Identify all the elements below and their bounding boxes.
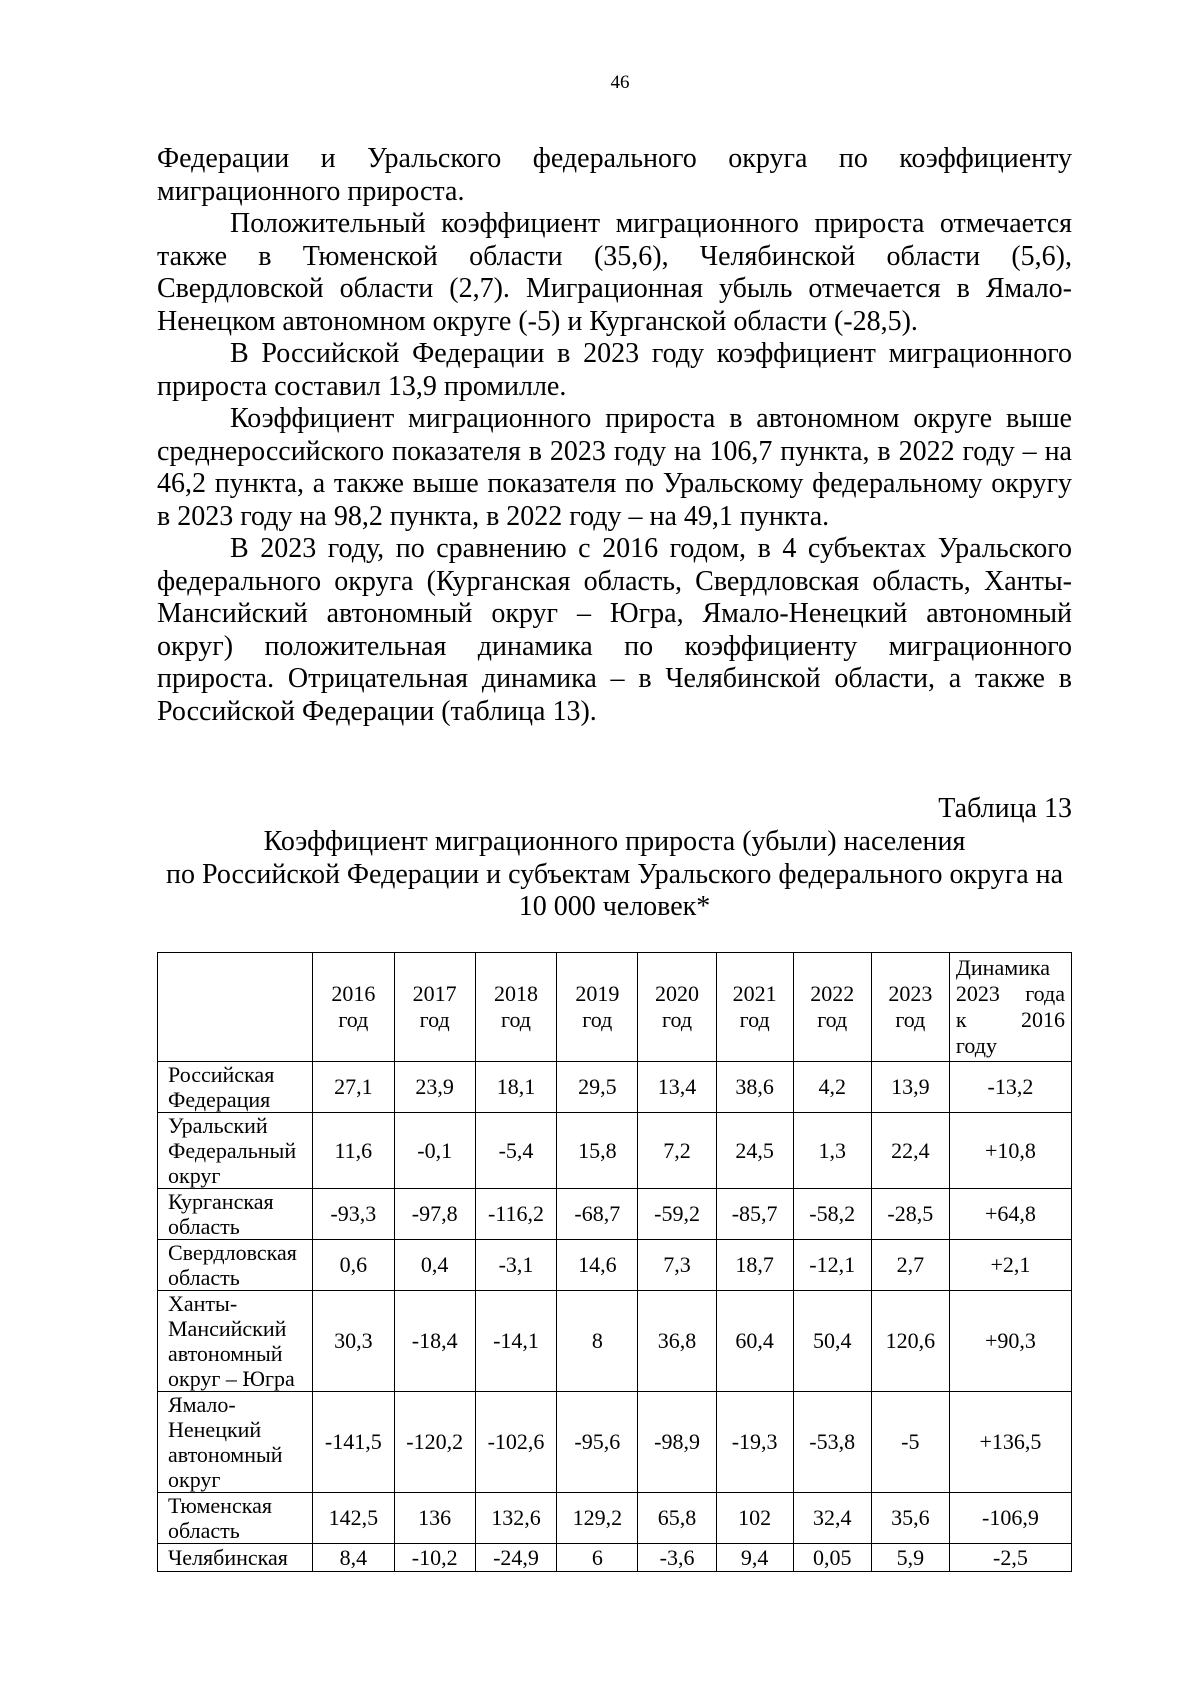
region-name-cell (158, 1493, 313, 1544)
region-name-line: округ – Югра (168, 1366, 295, 1391)
value-cell: -97,8 (394, 1189, 475, 1240)
paragraph: Положительный коэффициент миграционного прироста отмечается также в Тюменской области (35,6), Челябинской области (5,6), Свердловской области (2,7). Миграционная убыль отмечается в Ямало-Ненецком автономном округе (-5) и Курганской области (-28,5). (157, 208, 1072, 337)
dynamics-cell: +90,3 (949, 1291, 1071, 1392)
value-cell: 0,6 (313, 1240, 394, 1291)
region-name-line: округ (168, 1163, 221, 1188)
dynamics-header-line: году (955, 1033, 997, 1058)
value-cell: 30,3 (313, 1291, 394, 1392)
header-empty-cell (158, 953, 313, 1062)
value-cell: 9,4 (716, 1544, 793, 1572)
value-cell: 1,3 (793, 1113, 871, 1189)
year-unit: год (582, 1007, 613, 1032)
value-cell: 14,6 (557, 1240, 638, 1291)
value-cell: -0,1 (394, 1113, 475, 1189)
table-body (158, 1062, 1072, 1572)
value-cell: 35,6 (871, 1493, 949, 1544)
year-unit: год (739, 1007, 770, 1032)
value-cell: 29,5 (557, 1062, 638, 1113)
value-cell: -18,4 (394, 1291, 475, 1392)
region-name-line: область (168, 1214, 240, 1239)
region-name-line: округ (168, 1467, 221, 1492)
value-cell: 27,1 (313, 1062, 394, 1113)
paragraph: В Российской Федерации в 2023 году коэффициент миграционного прироста составил 13,9 промилле. (157, 338, 1072, 402)
region-name-line: Свердловская (168, 1240, 297, 1265)
table-title-line: 10 000 человек* (518, 891, 711, 922)
paragraph: В 2023 году, по сравнению с 2016 годом, в 4 субъектах Уральского федерального округа (Курганская область, Свердловская область, Ханты-Мансийский автономный округ – Югра, Ямало-Ненецкий автономный округ) положительная динамика по коэффициенту миграционного прироста. Отрицательная динамика – в Челябинской области, а также в Российской Федерации (таблица 13). (157, 533, 1072, 727)
dynamics-cell: +10,8 (949, 1113, 1071, 1189)
value-cell: 23,9 (394, 1062, 475, 1113)
value-cell: 7,3 (638, 1240, 716, 1291)
year-label: 2016 (331, 981, 376, 1006)
region-name-cell (158, 1113, 313, 1189)
value-cell: -68,7 (557, 1189, 638, 1240)
value-cell: 142,5 (313, 1493, 394, 1544)
value-cell: 38,6 (716, 1062, 793, 1113)
value-cell: 120,6 (871, 1291, 949, 1392)
table-row (158, 1392, 1072, 1493)
year-label: 2017 (412, 981, 457, 1006)
table-title (157, 826, 1072, 924)
year-header (557, 953, 638, 1062)
value-cell: 4,2 (793, 1062, 871, 1113)
table-title-line: по Российской Федерации и субъектам Уральского федерального округа на (165, 858, 1064, 890)
year-header (313, 953, 394, 1062)
value-cell: -120,2 (394, 1392, 475, 1493)
year-label: 2021 (732, 981, 777, 1006)
dynamics-cell: -2,5 (949, 1544, 1071, 1572)
value-cell: 24,5 (716, 1113, 793, 1189)
value-cell: 0,05 (793, 1544, 871, 1572)
table-row (158, 1493, 1072, 1544)
region-name-line: Ханты- (168, 1291, 238, 1316)
value-cell: -3,6 (638, 1544, 716, 1572)
value-cell: 8 (557, 1291, 638, 1392)
value-cell: 18,1 (475, 1062, 556, 1113)
value-cell: -5,4 (475, 1113, 556, 1189)
year-header (475, 953, 556, 1062)
year-label: 2019 (575, 981, 620, 1006)
region-name-line: область (168, 1518, 240, 1543)
value-cell: -28,5 (871, 1189, 949, 1240)
region-name-line: Уральский (168, 1113, 268, 1138)
table-row (158, 1240, 1072, 1291)
value-cell: 132,6 (475, 1493, 556, 1544)
dynamics-header-line: 2023 года (955, 981, 1065, 1006)
value-cell: -24,9 (475, 1544, 556, 1572)
dynamics-cell: +2,1 (949, 1240, 1071, 1291)
year-header (394, 953, 475, 1062)
value-cell: 136 (394, 1493, 475, 1544)
value-cell: 60,4 (716, 1291, 793, 1392)
dynamics-cell: +64,8 (949, 1189, 1071, 1240)
value-cell: -12,1 (793, 1240, 871, 1291)
value-cell: 102 (716, 1493, 793, 1544)
value-cell: 0,4 (394, 1240, 475, 1291)
value-cell: 13,9 (871, 1062, 949, 1113)
year-label: 2018 (493, 981, 538, 1006)
dynamics-cell: +136,5 (949, 1392, 1071, 1493)
value-cell: 11,6 (313, 1113, 394, 1189)
value-cell: -5 (871, 1392, 949, 1493)
year-unit: год (895, 1007, 926, 1032)
table-row (158, 1291, 1072, 1392)
year-unit: год (419, 1007, 450, 1032)
value-cell: 5,9 (871, 1544, 949, 1572)
value-cell: 6 (557, 1544, 638, 1572)
value-cell: -10,2 (394, 1544, 475, 1572)
value-cell: -58,2 (793, 1189, 871, 1240)
paragraph: Федерации и Уральского федерального округа по коэффициенту миграционного прироста. (157, 143, 1072, 207)
year-header (716, 953, 793, 1062)
year-unit: год (500, 1007, 532, 1032)
value-cell: -85,7 (716, 1189, 793, 1240)
value-cell: -93,3 (313, 1189, 394, 1240)
paragraph: Коэффициент миграционного прироста в автономном округе выше среднероссийского показателя в 2023 году на 106,7 пункта, в 2022 году – на 46,2 пункта, а также выше показателя по Уральскому федеральному округу в 2023 году на 98,2 пункта, в 2022 году – на 49,1 пункта. (157, 403, 1072, 532)
value-cell: 129,2 (557, 1493, 638, 1544)
value-cell: -116,2 (475, 1189, 556, 1240)
table-row (158, 1189, 1072, 1240)
dynamics-header (949, 953, 1071, 1062)
value-cell: 8,4 (313, 1544, 394, 1572)
table-title-line: Коэффициент миграционного прироста (убыли) населения (263, 826, 966, 857)
value-cell: -14,1 (475, 1291, 556, 1392)
value-cell: 15,8 (557, 1113, 638, 1189)
value-cell: 13,4 (638, 1062, 716, 1113)
table-row (158, 1544, 1072, 1572)
region-name-cell (158, 1392, 313, 1493)
region-name-line: Федерация (168, 1087, 271, 1112)
table-label: Таблица 13 (938, 793, 1072, 824)
value-cell: -95,6 (557, 1392, 638, 1493)
value-cell: 32,4 (793, 1493, 871, 1544)
year-header (793, 953, 871, 1062)
region-name-line: Челябинская (168, 1545, 288, 1570)
value-cell: -19,3 (716, 1392, 793, 1493)
year-header (638, 953, 716, 1062)
value-cell: -53,8 (793, 1392, 871, 1493)
migration-table (157, 952, 1072, 1572)
region-name-line: автономный (168, 1341, 283, 1366)
page-number: 46 (610, 72, 630, 93)
table-row (158, 1062, 1072, 1113)
region-name-line: Ненецкий (168, 1417, 262, 1442)
year-header (871, 953, 949, 1062)
year-unit: год (662, 1007, 693, 1032)
value-cell: 65,8 (638, 1493, 716, 1544)
body-text (157, 143, 1072, 728)
dynamics-cell: -13,2 (949, 1062, 1071, 1113)
value-cell: 36,8 (638, 1291, 716, 1392)
value-cell: -98,9 (638, 1392, 716, 1493)
region-name-cell (158, 1062, 313, 1113)
region-name-line: Российская (168, 1062, 275, 1087)
value-cell: -59,2 (638, 1189, 716, 1240)
table-header-row (158, 953, 1072, 1062)
region-name-cell (158, 1189, 313, 1240)
year-unit: год (817, 1007, 848, 1032)
region-name-line: Курганская (168, 1189, 274, 1214)
dynamics-header-line: к 2016 (955, 1007, 1065, 1032)
region-name-line: автономный (168, 1442, 283, 1467)
year-label: 2020 (655, 981, 700, 1006)
value-cell: -102,6 (475, 1392, 556, 1493)
region-name-line: Тюменская (168, 1493, 272, 1518)
dynamics-header-line: Динамика (955, 955, 1051, 980)
region-name-line: область (168, 1265, 240, 1290)
value-cell: -3,1 (475, 1240, 556, 1291)
region-name-line: Мансийский (168, 1316, 287, 1341)
dynamics-cell: -106,9 (949, 1493, 1071, 1544)
value-cell: 18,7 (716, 1240, 793, 1291)
region-name-cell (158, 1544, 313, 1572)
year-label: 2023 (888, 981, 933, 1006)
region-name-cell (158, 1291, 313, 1392)
value-cell: 50,4 (793, 1291, 871, 1392)
region-name-line: Федеральный (168, 1138, 297, 1163)
year-label: 2022 (810, 981, 855, 1006)
value-cell: -141,5 (313, 1392, 394, 1493)
value-cell: 2,7 (871, 1240, 949, 1291)
region-name-line: Ямало- (168, 1392, 236, 1417)
value-cell: 7,2 (638, 1113, 716, 1189)
value-cell: 22,4 (871, 1113, 949, 1189)
region-name-cell (158, 1240, 313, 1291)
year-unit: год (338, 1007, 369, 1032)
table-row (158, 1113, 1072, 1189)
